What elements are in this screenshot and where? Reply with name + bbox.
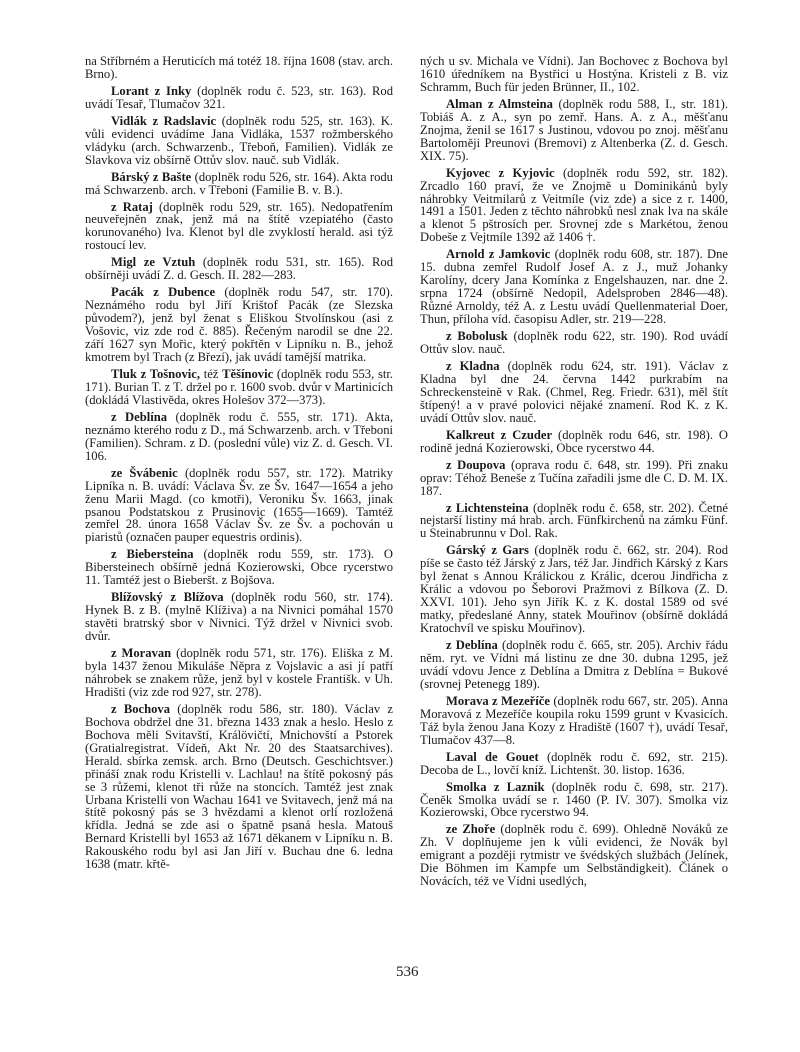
entry-text: (doplněk rodu 525, str. 163). K. vůli evidenci uvádíme Jana Vidláka, 1537 rožmberského vládyku (arch. Schwarzenb., Třeboň, Familien). Vidlák ze Slavkova viz obšírně Ottův slov. nauč. sub Vidlák.: [85, 113, 394, 167]
entry-heading: Kyjovec z Kyjovic: [446, 165, 555, 180]
entry-text: (oprava rodu č. 648, str. 199). Při znaku oprav: Téhož Beneše z Tučína zařadili jsme dle C. D. M. IX. 187.: [420, 457, 729, 498]
entry-heading: Pacák z Dubence: [111, 285, 216, 300]
entry-paragraph: [85, 171, 393, 197]
entry-paragraph: [420, 751, 728, 777]
entry-heading: z Bochova: [111, 701, 171, 716]
entry-heading: z Rataj: [111, 199, 153, 214]
entry-paragraph: [420, 544, 728, 635]
entry-text: (doplněk rodu 526, str. 164). Akta rodu má Schwarzenb. arch. v Třeboni (Familie B. v. B.).: [85, 169, 393, 197]
entry-heading: z Bobolusk: [446, 329, 508, 344]
entry-text: (doplněk rodu č. 523, str. 163). Rod uvádí Tesař, Tlumačov 321.: [85, 83, 393, 111]
entry-paragraph: [420, 429, 728, 455]
entry-heading: z Moravan: [111, 646, 172, 661]
entry-paragraph: [420, 781, 728, 820]
entry-paragraph: [85, 201, 393, 253]
entry-heading: Alman z Almsteina: [446, 96, 553, 111]
page-number: 536: [396, 964, 419, 980]
entry-paragraph: [85, 286, 393, 364]
entry-heading: Morava z Mezeříče: [446, 693, 550, 708]
entry-paragraph: [420, 167, 728, 245]
entry-heading: z Kladna: [446, 358, 500, 373]
entry-heading: z Lichtensteina: [446, 500, 529, 515]
entry-paragraph: [420, 98, 728, 163]
entry-paragraph: [85, 368, 393, 407]
entry-paragraph: [420, 248, 728, 326]
entry-paragraph: [420, 360, 728, 425]
entry-heading: Vidlák z Radslavic: [111, 113, 217, 128]
entry-text: (doplněk rodu 557, str. 172). Matriky Lipníka n. B. uvádí: Václava Šv. ze Šv. 1647—1654 a jeho ženu Marii Magd. (co kmotři), Veroniku Šv. 1663, jinak psanou Podstatskou z Prusinovic (1655—1669). Tamtéž zemřel 28. února 1658 Václav Šv. ze Šv. a pochován u piaristů (označen pauper equestris ordinis).: [85, 465, 393, 545]
entry-paragraph: [85, 115, 393, 167]
entry-paragraph: [420, 330, 728, 356]
entry-heading: z Deblína: [446, 638, 498, 653]
entry-text: (doplněk rodu č. 658, str. 202). Četné nejstarší listiny má hrab. arch. Fünfkirchenů na zámku Fünf. u Steinabrunnu v Dol. Rak.: [420, 500, 728, 541]
entry-text: (doplněk rodu 646, str. 198). O rodině jedná Kozierowski, Obce rycerstwo 44.: [420, 427, 728, 455]
entry-heading: ze Švábenic: [111, 465, 178, 480]
entry-text: ných u sv. Michala ve Vídni). Jan Bochovec z Bochova byl 1610 úředníkem na Bystřici u Hostýna. Kristeli z B. viz Schramm, Buch für jeden Brünner, II., 102.: [420, 54, 728, 94]
entry-text: (doplněk rodu 586, str. 180). Václav z Bochova obdržel dne 31. března 1433 znak a heslo. Heslo z Bochova měli Svitavští, Králövičtí, Mnichovští a Pstorek (Gratialregistrat. Vídeň, Akt Nr. 20 des Staatsarchives). Herald. sbírka zemsk. arch. Brno (Deutsch. Geschichtsver.) přináší znak rodu Kristelli v. Lachlau! na štítě pokosný pás se 3 růžemi, klenot tři růže na stoncích. Tamtéž jest znak Urbana Kristelli von Wachau 1641 ve Svitavech, jenž má na štítě pokosný pás se 3 hvězdami a klenot orlí rozložená křídla. Jedná se zde asi o špatně psaná hesla. Matouš Bernard Kristelli byl 1653 až 1671 děkanem v Lipníku n. B. Rakouského rodu byl asi Jan Jiří v. Buchau dne 6. ledna 1638 (matr. křtě-: [85, 701, 394, 872]
entry-text: (doplněk rodu 560, str. 174). Hynek B. z B. (mylně Klíživa) a na Nivnici pomáhal 1570 stavěti bratrský sbor v Nivnici. Týž držel v Nivnici svob. dvůr.: [85, 590, 393, 644]
entry-paragraph: [420, 459, 728, 498]
right-column: [420, 55, 728, 892]
continuation-paragraph: [85, 55, 393, 81]
entry-heading: Blížovský z Blížova: [111, 590, 224, 605]
entry-heading-connector: též: [199, 366, 223, 381]
entry-text: (doplněk rodu 667, str. 205). Anna Moravová z Mezeříče koupila roku 1599 grunt v Kvasicích. Táž byla ženou Jana Kozy z Hradiště (1607 †), uvádí Tesař, Tlumačov 437—8.: [420, 693, 728, 747]
entry-paragraph: [85, 591, 393, 643]
entry-heading: Arnold z Jamkovic: [446, 247, 551, 262]
entry-text: (doplněk rodu č. 665, str. 205). Archiv řádu něm. ryt. ve Vídni má listinu ze dne 30. dubna 1295, jež uvádí vdovu Jence z Deblína a Dmitra z Deblína = Bukové (srovnej Petenegg 189).: [420, 638, 729, 691]
entry-paragraph: [85, 85, 393, 111]
entry-paragraph: [85, 647, 393, 699]
entry-heading: Migl ze Vztuh: [111, 255, 196, 270]
entry-text: (doplněk rodu 559, str. 173). O Bibersteinech obšírně jedná Kozierowski, Obce rycerstwo 11. Tamtéž jest o Bieberšt. z Bojšova.: [85, 547, 393, 588]
entry-heading: Laval de Gouet: [446, 749, 539, 764]
entry-paragraph: [85, 467, 393, 545]
entry-text: (doplněk rodu č. 699). Ohledně Nováků ze Zh. V doplňujeme jen k vůli evidenci, že Novák byl emigrant a později rytmistr ve švédských službách (Jelínek, Die Böhmen im Kampfe um Selbständigkeit). Článek o Novácích, též ve Vídni usedlých,: [420, 822, 728, 889]
entry-heading-alt: Těšínovic: [222, 366, 274, 381]
entry-paragraph: [85, 411, 393, 463]
entry-text: na Stříbrném a Heruticích má totéž 18. října 1608 (stav. arch. Brno).: [85, 54, 393, 81]
entry-heading: Smolka z Laznik: [446, 779, 545, 794]
continuation-paragraph: [420, 55, 728, 94]
entry-text: (doplněk rodu 529, str. 165). Nedopatřením neuveřejněn znak, jenž má na štítě vzepiatého (často korunovaného) lva. Klenot byl dle zvyklostí herald. asi týž rostoucí lev.: [85, 199, 393, 253]
entry-paragraph: [85, 548, 393, 587]
entry-paragraph: [85, 703, 393, 871]
entry-paragraph: [420, 823, 728, 888]
entry-heading: Bárský z Bašte: [111, 169, 192, 184]
entry-text: (doplněk rodu č. 662, str. 204). Rod píše se často též Járský z Jars, též Jar. Jindřich Kárský z Kars byl ženat s Annou Králickou z Králic, dcerou Jindřicha z Králic a vdovou po Šeborovi Pražmovi z Bílkova (Z. D. XXVI. 101). Jeho syn Jiřík K. z K. dostal 1589 od své matky, předeslané Anny, statek Mouřinov (obšírně dokládá Kratochvíl ve spisku Mouřinov).: [420, 543, 728, 636]
entry-heading: ze Zhoře: [446, 822, 496, 837]
entry-text: (doplněk rodu 571, str. 176). Eliška z M. byla 1437 ženou Mikuláše Něpra z Vojslavic a asi jí patří náhrobek se znakem růže, jenž byl v kostele Františk. v Uh. Hradišti (viz zde rod 927, str. 278).: [85, 646, 393, 699]
entry-text: (doplněk rodu 622, str. 190). Rod uvádí Ottův slov. nauč.: [420, 329, 728, 357]
entry-heading: z Doupova: [446, 457, 506, 472]
entry-text: (doplněk rodu 531, str. 165). Rod obšírněji uvádí Z. d. Gesch. II. 282—283.: [85, 255, 393, 283]
entry-text: (doplněk rodu č. 555, str. 171). Akta, neznámo kterého rodu z D., má Schwarzenb. arch. v Třeboni (Familien). Schram. z D. (poslední vůle) viz Z. d. Gesch. VI. 106.: [85, 409, 393, 463]
left-column: [85, 55, 393, 875]
entry-text: (doplněk rodu 592, str. 182). Zrcadlo 160 praví, že ve Znojmě u Dominikánů byly náhrobky Veitmilarů z Veitmíle (viz zde) a sice z r. 1400, 1491 a 1501. Jeden z těchto náhrobků nesl znak lva na skále a klenot 5 pštrosích per. Srovnej zde s Markétou, ženou Dobeše z Vejtmíle 1392 až 1406 †.: [420, 165, 728, 245]
entry-paragraph: [420, 639, 728, 691]
entry-text: (doplněk rodu 547, str. 170). Neznámého rodu byl Jiří Krištof Pacák (ze Slezska původem?), jenž byl ženat s Eliškou Stvolínskou (asi z Vošovic, viz zde rod č. 885). Řečeným narodil se dne 22. září 1627 syn Mořic, který pokřtěn v Lipníku n. B., jehož kmotrem byl Trach (z Březí), jak uvádí tamější matrika.: [85, 285, 393, 365]
entry-text: (doplněk rodu 553, str. 171). Burian T. z T. držel po r. 1600 svob. dvůr v Martinicích (dokládá Vlastivěda, okres Holešov 372—373).: [85, 366, 393, 407]
entry-paragraph: [420, 502, 728, 541]
entry-heading: z Deblína: [111, 409, 168, 424]
entry-text: (doplněk rodu 624, str. 191). Václav z Kladna byl dne 24. června 1442 purkrabím na Schreckensteině v Rak. (Chmel, Reg. Friedr. 631), měl štít štípený! a v pravé polovici nějaké znamení. Rod K. z K. uvádí Ottův slov. nauč.: [420, 358, 728, 425]
entry-text: (doplněk rodu 608, str. 187). Dne 15. dubna zemřel Rudolf Josef A. z J., muž Johanky Karolíny, dcery Jana Komínka z Engelshauzen, nar. dne 2. srpna 1724 (obšírně Nedopil, Adelsproben 2846—48). Různé Arnoldy, též A. z Lestu uvádí Quellenmaterial Doer, Thun, příloha víd. časopisu Adler, str. 219—228.: [420, 247, 728, 327]
entry-heading: Kalkreut z Czuder: [446, 427, 553, 442]
entry-heading: Tluk z Tošnovic,: [111, 366, 200, 381]
entry-text: (doplněk rodu č. 698, str. 217). Čeněk Smolka uvádí se r. 1460 (P. IV. 307). Smolka viz Kozierowski, Obce rycerstwo 94.: [420, 779, 728, 820]
entry-heading: z Biebersteina: [111, 547, 194, 562]
entry-paragraph: [85, 256, 393, 282]
entry-heading: Lorant z Inky: [111, 83, 192, 98]
entry-text: (doplněk rodu č. 692, str. 215). Decoba de L., lovčí kníž. Lichtenšt. 30. listop. 1636.: [420, 749, 728, 777]
entry-heading: Gárský z Gars: [446, 543, 529, 558]
entry-paragraph: [420, 695, 728, 747]
entry-text: (doplněk rodu 588, I., str. 181). Tobiáš A. z A., syn po zemř. Hans. A. z A., měšťanu Znojma, ženil se 1617 s Justinou, vdovou po znoj. měšťanu Bartoloměji Preunovi (Bremovi) z Altenberka (Z. d. Gesch. XIX. 75).: [420, 96, 728, 163]
